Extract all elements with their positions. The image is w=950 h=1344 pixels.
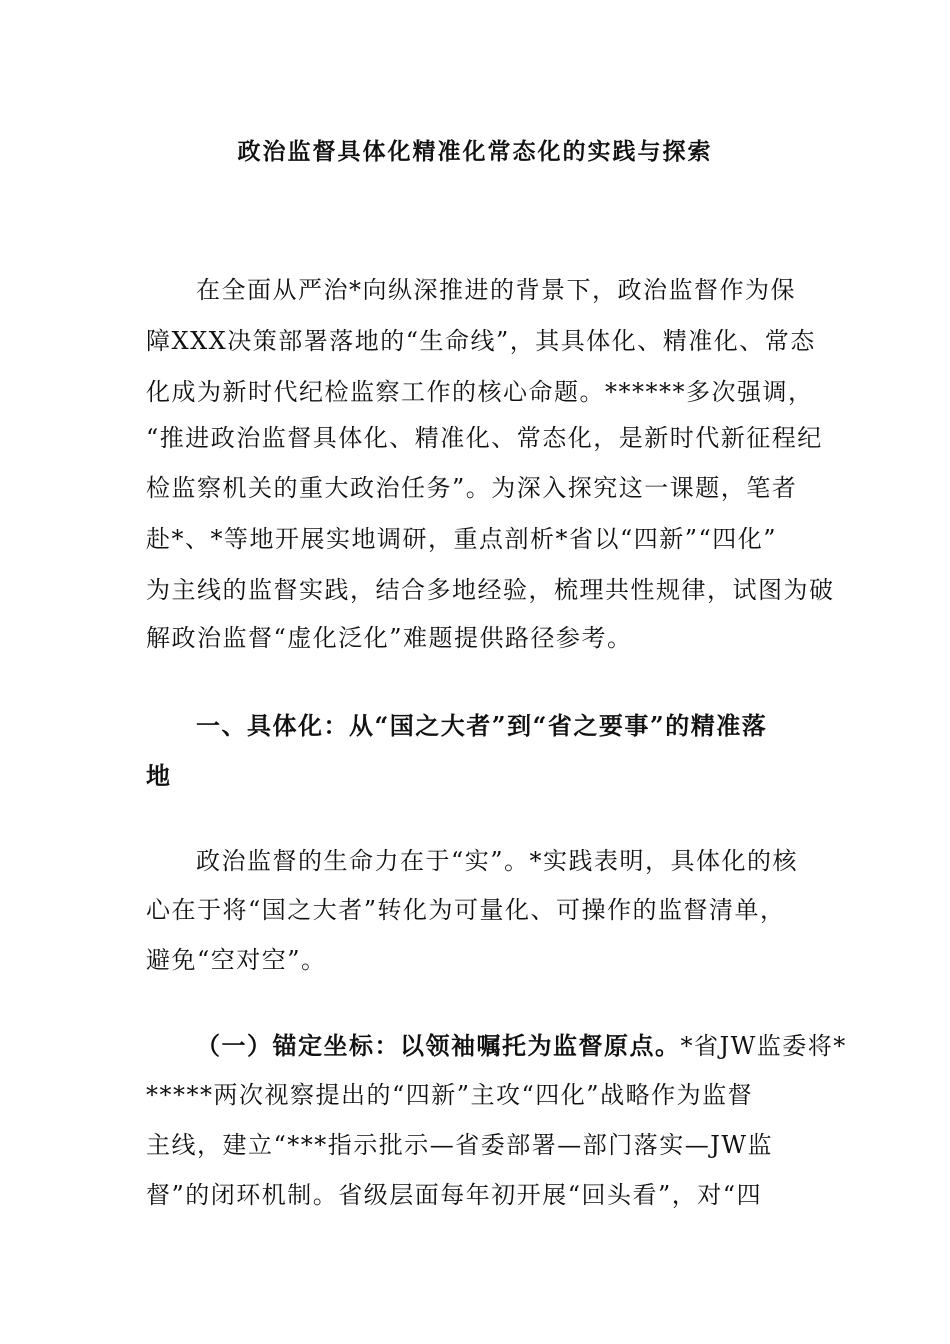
intro-line: 在全面从严治*向纵深推进的背景下，政治监督作为保 xyxy=(196,276,796,304)
intro-line: 解政治监督“虚化泛化”难题提供路径参考。 xyxy=(146,624,633,652)
intro-line: 化成为新时代纪检监察工作的核心命题。******多次强调， xyxy=(146,378,814,406)
intro-line: 赴*、*等地开展实地调研，重点剖析*省以“四新”“四化” xyxy=(146,525,778,553)
section-heading: 一、具体化：从“国之大者”到“省之要事”的精准落 xyxy=(196,711,768,740)
subsection-line: 督”的闭环机制。省级层面每年初开展“回头看”，对“四 xyxy=(146,1181,763,1209)
intro-line: 障XXX决策部署落地的“生命线”，其具体化、精准化、常态 xyxy=(146,327,816,355)
subsection-line xyxy=(196,1026,847,1061)
subsection-text: *省JW监委将* xyxy=(680,1032,847,1060)
paragraph-line: 政治监督的生命力在于“实”。*实践表明，具体化的核 xyxy=(196,847,799,875)
intro-line: 为主线的监督实践，结合多地经验，梳理共性规律，试图为破 xyxy=(146,576,835,604)
subsection-line: 主线，建立“***指示批示—省委部署—部门落实—JW监 xyxy=(146,1131,774,1159)
document-title: 政治监督具体化精准化常态化的实践与探索 xyxy=(237,138,713,165)
paragraph-line: 避免“空对空”。 xyxy=(146,946,327,974)
intro-line: 检监察机关的重大政治任务”。为深入探究这一课题，笔者 xyxy=(146,474,798,502)
subsection-line: *****两次视察提出的“四新”主攻“四化”战略作为监督 xyxy=(146,1081,754,1109)
paragraph-line: 心在于将“国之大者”转化为可量化、可操作的监督清单， xyxy=(146,896,786,924)
section-heading: 地 xyxy=(146,761,172,790)
subsection-heading: （一）锚定坐标：以领袖嘱托为监督原点。 xyxy=(196,1031,681,1060)
intro-line: “推进政治监督具体化、精准化、常态化，是新时代新征程纪 xyxy=(146,424,823,452)
